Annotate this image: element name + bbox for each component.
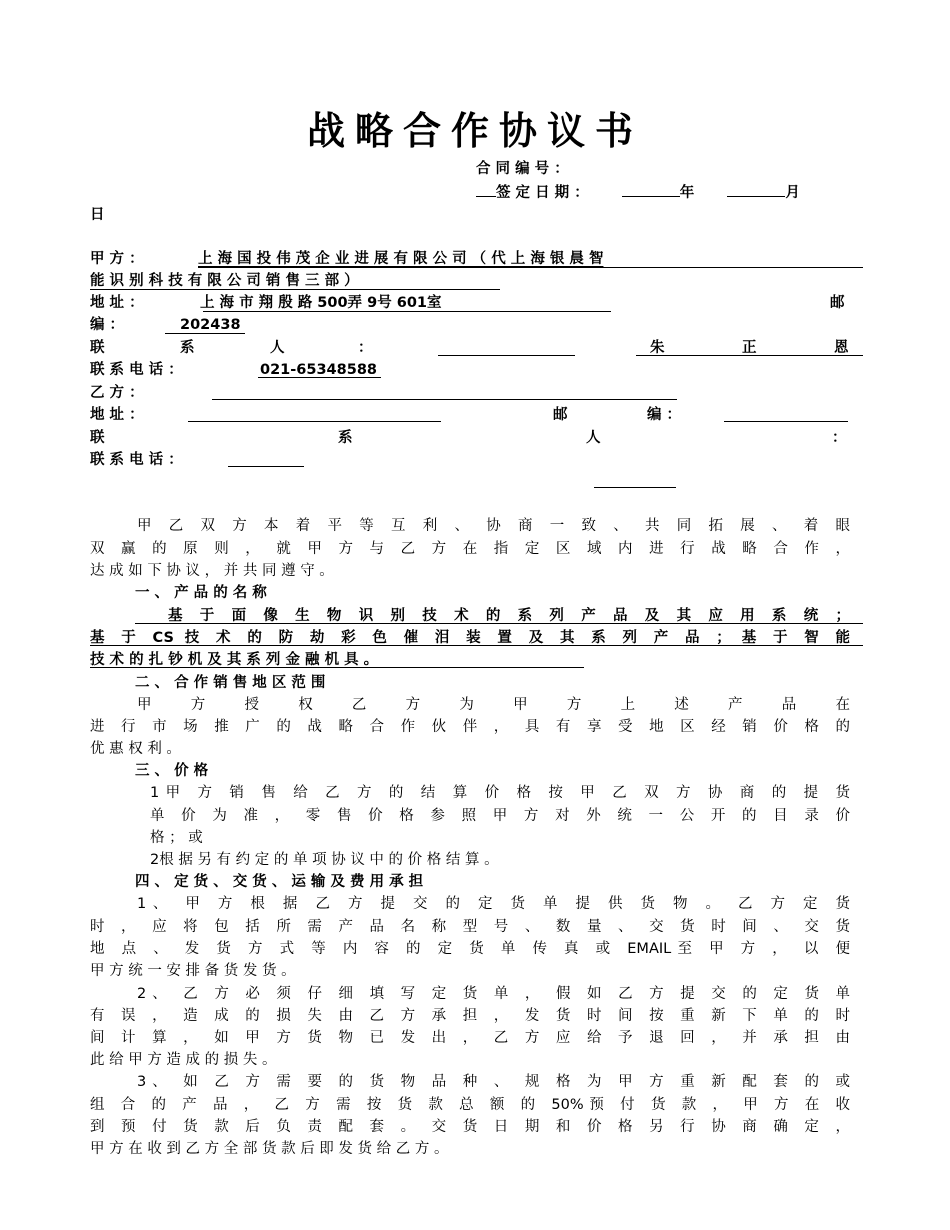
party-a-address-underline bbox=[203, 311, 611, 312]
party-a-postcode-underline bbox=[165, 333, 245, 334]
section2-heading: 二 、 合 作 销 售 地 区 范 围 bbox=[135, 675, 326, 691]
party-a-postcode: 202438 bbox=[180, 317, 241, 333]
party-b-address-blank bbox=[188, 421, 441, 422]
party-a-contact-label-2: 系 bbox=[180, 340, 195, 356]
document-title: 战略合作协议书 bbox=[306, 108, 643, 153]
party-b-address-label: 地 址 ： bbox=[90, 407, 144, 423]
section3-item1-line-1: 1甲 方 销 售 给 乙 方 的 结 算 价 格 按 甲 乙 双 方 协 商 的 提 货 bbox=[150, 785, 850, 801]
intro-line-3: 达 成 如 下 协 议 ， 并 共 同 遵 守 。 bbox=[90, 563, 334, 579]
section4-p1-line-3: 地 点 、 发 货 方 式 等 内 容 的 定 货 单 传 真 或 EMAIL至 甲 方 ， 以 便 bbox=[90, 941, 850, 957]
party-a-name-line1: 上 海 国 投 伟 茂 企 业 进 展 有 限 公 司 （ 代 上 海 银 晨 智 bbox=[198, 251, 604, 267]
party-b-name-blank bbox=[212, 399, 677, 400]
party-b-postcode-label-2: 编 ： bbox=[647, 407, 682, 423]
party-b-contact-blank bbox=[594, 487, 676, 488]
party-b-contact-label-4: ： bbox=[832, 430, 847, 446]
party-a-address: 上 海 市 翔 殷 路 500弄 9号 601室 bbox=[200, 295, 442, 311]
sign-year-blank bbox=[622, 182, 680, 197]
party-a-contact-label-4: ： bbox=[358, 340, 373, 356]
party-a-contact-blank bbox=[438, 355, 575, 356]
party-a-contact-label-3: 人 bbox=[270, 340, 285, 356]
section4-p2-line-1: 2、 乙 方 必 须 仔 细 填 写 定 货 单 ， 假 如 乙 方 提 交 的 定 货 单 bbox=[137, 986, 850, 1002]
section3-item1-line-3: 格 ； 或 bbox=[150, 830, 203, 846]
section4-p2-line-3: 间 计 算 ， 如 甲 方 货 物 已 发 出 ， 乙 方 应 给 予 退 回 ， 并 承 担 由 bbox=[90, 1030, 850, 1046]
party-a-address-label: 地 址 ： bbox=[90, 295, 144, 311]
sign-month-label: 月 bbox=[785, 185, 800, 201]
party-a-contact-name-3: 恩 bbox=[834, 340, 849, 356]
section1-line-3: 技 术 的 扎 钞 机 及 其 系 列 金 融 机 具 。 bbox=[90, 652, 379, 668]
section1-underline-1 bbox=[135, 623, 863, 624]
party-b-phone-label: 联 系 电 话 ： bbox=[90, 452, 183, 468]
section4-p1-line-2: 时 ， 应 将 包 括 所 需 产 品 名 称 型 号 、 数 量 、 交 货 时 间 、 交 货 bbox=[90, 919, 850, 935]
section4-p1-line-4: 甲 方 统 一 安 排 备 货 发 货 。 bbox=[90, 963, 296, 979]
party-a-contact-label-1: 联 bbox=[90, 340, 105, 356]
sign-month-blank bbox=[727, 182, 785, 197]
section4-p3-line-4: 甲 方 在 收 到 乙 方 全 部 货 款 后 即 发 货 给 乙 方 。 bbox=[90, 1141, 449, 1157]
party-a-phone-label: 联 系 电 话 ： bbox=[90, 362, 183, 378]
section2-line-2: 进 行 市 场 推 广 的 战 略 合 作 伙 伴 ， 具 有 享 受 地 区 经 销 价 格 的 bbox=[90, 719, 850, 735]
sign-year-label: 年 bbox=[679, 185, 695, 201]
party-a-label: 甲 方 ： bbox=[90, 251, 144, 267]
party-a-contact-name-1: 朱 bbox=[650, 340, 665, 356]
section2-line-1: 甲 方 授 权 乙 方 为 甲 方 上 述 产 品 在 bbox=[137, 697, 850, 713]
party-b-contact-label-1: 联 bbox=[90, 430, 105, 446]
party-b-phone-blank bbox=[228, 466, 304, 467]
party-a-contact-underline bbox=[636, 355, 863, 356]
sign-day-label: 日 bbox=[90, 207, 105, 223]
party-a-phone: 021-65348588 bbox=[260, 362, 377, 378]
party-b-postcode-blank bbox=[724, 421, 848, 422]
section4-p3-line-3: 到 预 付 货 款 后 负 责 配 套 。 交 货 日 期 和 价 格 另 行 协 商 确 定 ， bbox=[90, 1119, 850, 1135]
party-b-contact-row bbox=[90, 427, 850, 449]
intro-line-2: 双 赢 的 原 则 ， 就 甲 方 与 乙 方 在 指 定 区 域 内 进 行 战 略 合 作 ， bbox=[90, 541, 850, 557]
party-a-contact-name-2: 正 bbox=[742, 340, 757, 356]
party-b-contact-label-3: 人 bbox=[586, 430, 601, 446]
section4-p3-line-2: 组 合 的 产 品 ， 乙 方 需 按 货 款 总 额 的 50%预 付 货 款 ， 甲 方 在 收 bbox=[90, 1097, 850, 1113]
section1-line-1: 基 于 面 像 生 物 识 别 技 术 的 系 列 产 品 及 其 应 用 系 统 ； bbox=[168, 608, 850, 624]
party-a-name-underline bbox=[198, 267, 863, 268]
section3-item2: 2根 据 另 有 约 定 的 单 项 协 议 中 的 价 格 结 算 。 bbox=[150, 852, 499, 868]
section1-heading: 一 、 产 品 的 名 称 bbox=[135, 585, 267, 601]
section3-item1-line-2: 单 价 为 准 ， 零 售 价 格 参 照 甲 方 对 外 统 一 公 开 的 目 录 价 bbox=[150, 808, 850, 824]
party-a-postcode-label-2: 编 ： bbox=[90, 317, 125, 333]
section1-underline-3 bbox=[90, 667, 584, 668]
party-b-label: 乙 方 ： bbox=[90, 385, 144, 401]
section1-line-2: 基 于 CS 技 术 的 防 劫 彩 色 催 泪 装 置 及 其 系 列 产 品 ； 基 于 智 能 bbox=[90, 630, 850, 646]
section3-heading: 三 、 价 格 bbox=[135, 763, 209, 779]
party-a-phone-underline bbox=[258, 377, 381, 378]
section4-p3-line-1: 3、 如 乙 方 需 要 的 货 物 品 种 、 规 格 为 甲 方 重 新 配 套 的 或 bbox=[137, 1074, 850, 1090]
section4-p1-line-1: 1、 甲 方 根 据 乙 方 提 交 的 定 货 单 提 供 货 物 。 乙 方 定 货 bbox=[137, 896, 850, 912]
sign-date-row bbox=[476, 182, 856, 204]
party-a-postcode-label-1: 邮 bbox=[830, 295, 845, 311]
party-a-name2-underline bbox=[90, 289, 500, 290]
party-a-name-line2: 能 识 别 科 技 有 限 公 司 销 售 三 部 ） bbox=[90, 273, 359, 289]
section2-line-3: 优 惠 权 利 。 bbox=[90, 741, 181, 757]
party-b-address-row bbox=[90, 404, 850, 426]
section1-underline-2 bbox=[90, 645, 863, 646]
party-a-phone-row bbox=[90, 359, 850, 381]
intro-line-1: 甲 乙 双 方 本 着 平 等 互 利 、 协 商 一 致 、 共 同 拓 展 、 着 眼 bbox=[137, 518, 850, 534]
section4-p2-line-4: 此 给 甲 方 造 成 的 损 失 。 bbox=[90, 1052, 277, 1068]
sign-date-label: 签 定 日 期 ： bbox=[496, 185, 589, 201]
section4-p2-line-2: 有 误 ， 造 成 的 损 失 由 乙 方 承 担 ， 发 货 时 间 按 重 新 下 单 的 时 bbox=[90, 1008, 850, 1024]
party-b-postcode-label-1: 邮 bbox=[553, 407, 568, 423]
section4-heading: 四 、 定 货 、 交 货 、 运 输 及 费 用 承 担 bbox=[135, 874, 424, 890]
party-b-contact-label-2: 系 bbox=[338, 430, 353, 446]
sign-date-prefix-blank bbox=[476, 182, 496, 197]
contract-number-label: 合 同 编 号 ： bbox=[476, 161, 569, 177]
